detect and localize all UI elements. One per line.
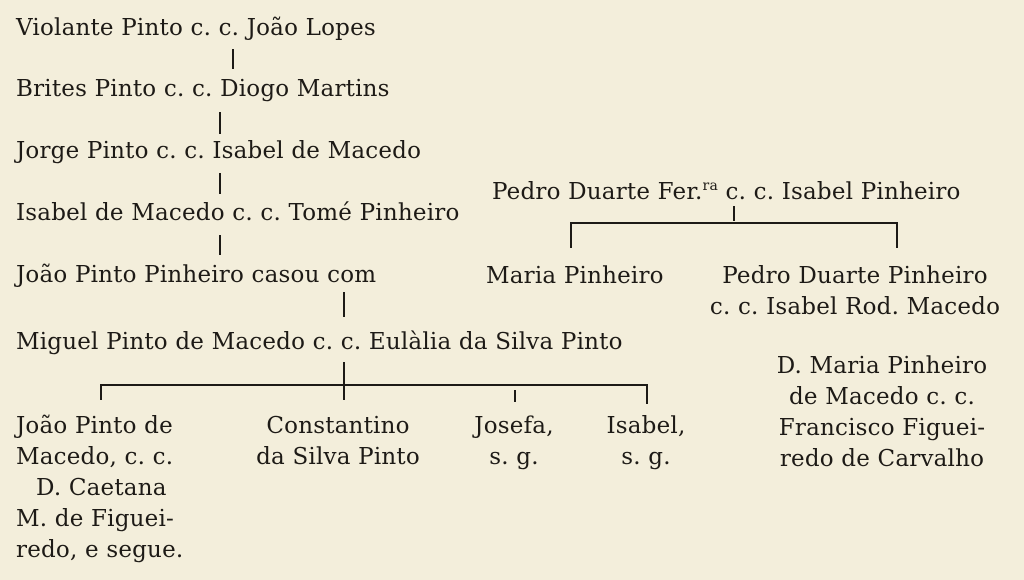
- right-child-maria: Maria Pinheiro: [486, 263, 664, 289]
- connector-gen6-children: [343, 362, 345, 384]
- child-drop-josefa: [514, 390, 516, 402]
- connector-right-root: [733, 206, 735, 221]
- child-drop-joao: [100, 384, 102, 400]
- connector-gen2-gen3: [219, 112, 221, 134]
- child-constantino: Constantino da Silva Pinto: [256, 413, 420, 470]
- right-drop-maria: [570, 222, 572, 248]
- right-drop-pedro: [896, 222, 898, 248]
- child-isabel: Isabel, s. g.: [606, 413, 686, 470]
- child-josefa: Josefa, s. g.: [474, 413, 554, 470]
- right-root-couple: Pedro Duarte Fer.$^{ra}$ c. c. Isabel Pinheiro: [492, 178, 961, 205]
- right-bracket: [570, 222, 897, 224]
- gen6-couple: Miguel Pinto de Macedo c. c. Eulàlia da Silva Pinto: [16, 329, 623, 355]
- gen4-couple: Isabel de Macedo c. c. Tomé Pinheiro: [16, 200, 460, 226]
- connector-gen3-gen4: [219, 173, 221, 194]
- child-drop-constantino: [343, 384, 345, 400]
- right-child-pedro: Pedro Duarte Pinheiro c. c. Isabel Rod. Macedo: [709, 263, 1001, 320]
- gen1-couple: Violante Pinto c. c. João Lopes: [16, 15, 376, 41]
- gen5-couple: João Pinto Pinheiro casou com: [16, 262, 377, 288]
- connector-gen5-gen6: [343, 292, 345, 317]
- gen2-couple: Brites Pinto c. c. Diogo Martins: [16, 76, 390, 102]
- right-grandchild-dmaria: D. Maria Pinheiro de Macedo c. c. Francisco Figuei- redo de Carvalho: [776, 353, 988, 472]
- connector-gen4-gen5: [219, 235, 221, 255]
- children-bracket: [100, 384, 647, 386]
- child-drop-isabel: [646, 384, 648, 404]
- gen3-couple: Jorge Pinto c. c. Isabel de Macedo: [16, 138, 422, 164]
- child-joao: João Pinto de Macedo, c. c. D. Caetana M. de Figuei- redo, e segue.: [16, 413, 184, 563]
- connector-gen1-gen2: [232, 49, 234, 69]
